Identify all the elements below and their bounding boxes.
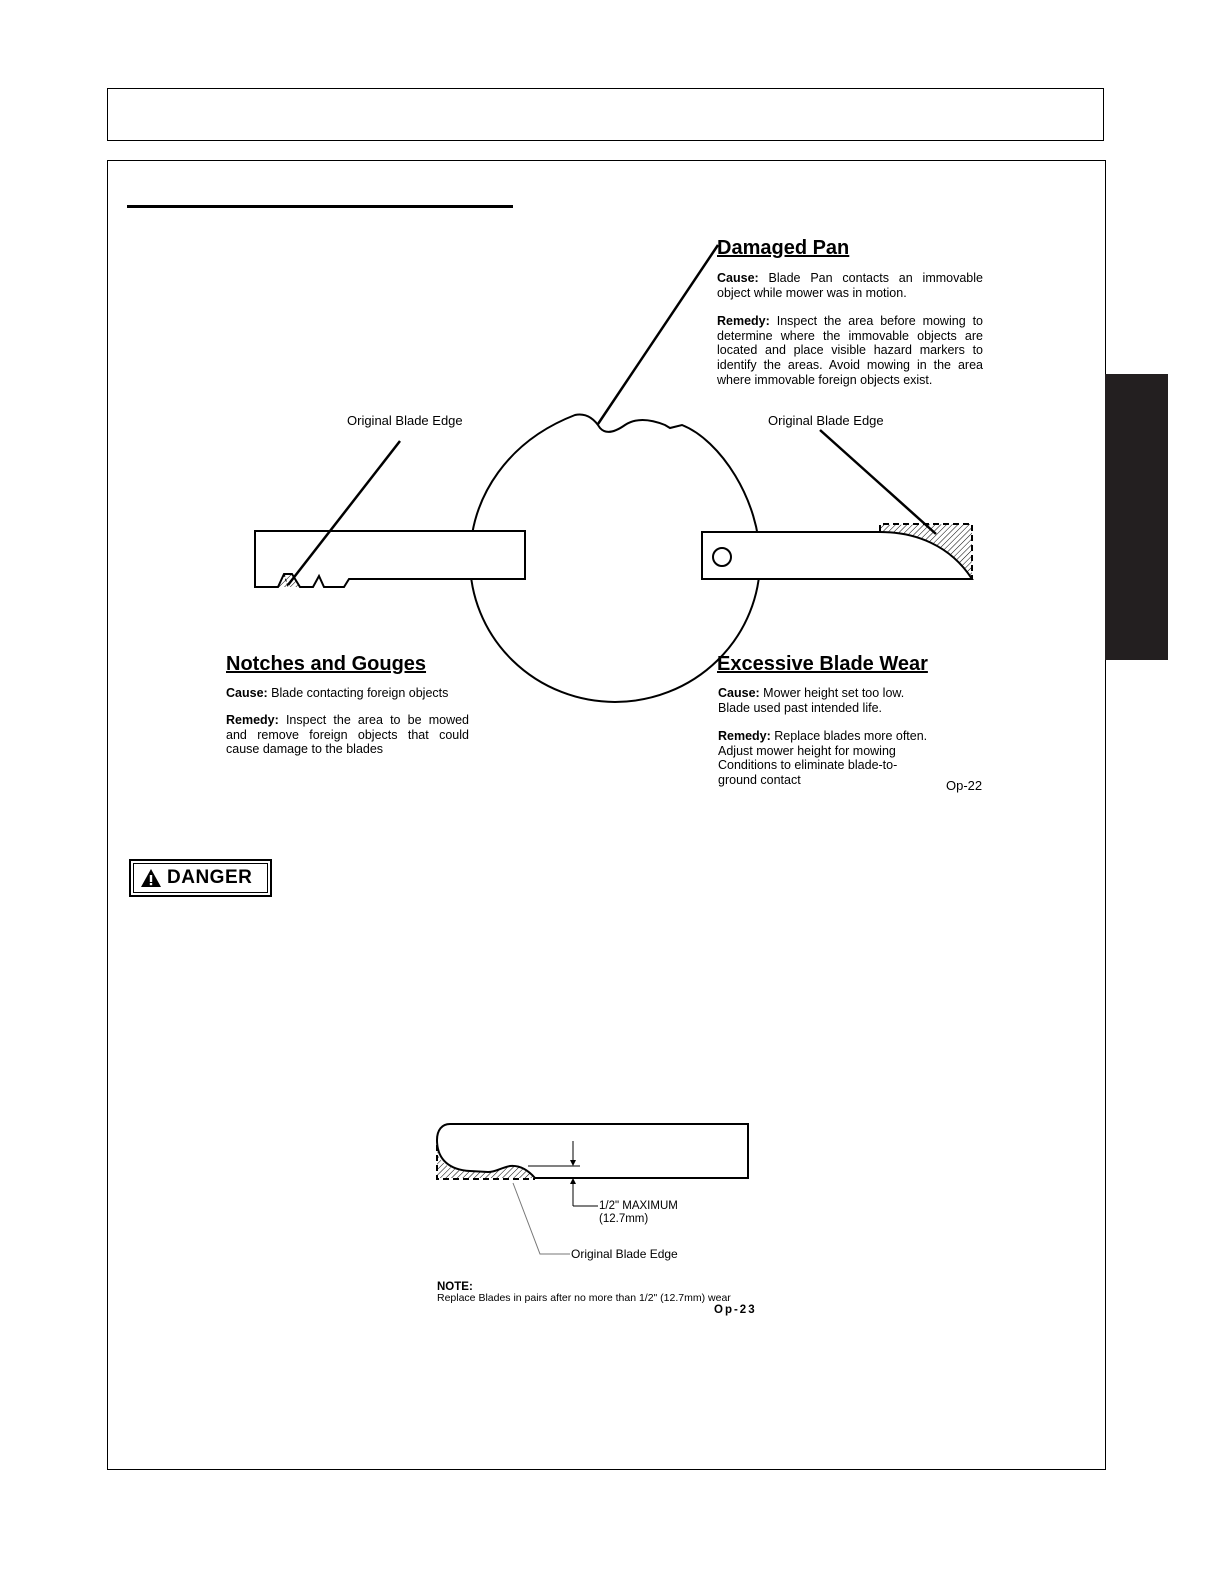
remedy-text: Inspect the area before mowing to determine where the immovable objects are located and place visible hazard markers to identify the areas. Avoid mowing in the area where immovable foreign objects exist. — [717, 314, 983, 387]
cause-text: Blade contacting foreign objects — [271, 686, 449, 700]
blade-bolt-hole — [713, 548, 731, 566]
damaged-pan-cause — [717, 271, 983, 300]
remedy-line-1: Replace blades more often. — [774, 729, 928, 743]
danger-label — [129, 859, 272, 897]
figure-ref-op22: Op-22 — [946, 778, 983, 793]
original-blade-edge-label-fig2: Original Blade Edge — [571, 1247, 678, 1261]
cause-label: Cause: — [718, 686, 760, 700]
left-blade — [255, 531, 525, 587]
damaged-pan-remedy — [717, 314, 983, 388]
wear-heading: Excessive Blade Wear — [717, 653, 928, 675]
remedy-line-4: ground contact — [718, 773, 801, 788]
notches-cause — [226, 686, 476, 701]
remedy-label: Remedy: — [226, 713, 279, 727]
wear-cause — [718, 686, 958, 715]
note-text: Replace Blades in pairs after no more than 1/2" (12.7mm) wear — [437, 1292, 731, 1304]
original-edge-leader-fig2 — [513, 1183, 570, 1254]
worn-blade-outline — [437, 1124, 748, 1178]
wear-remedy — [718, 729, 958, 788]
cause-label: Cause: — [717, 271, 759, 285]
remedy-text: Inspect the area to be mowed and remove foreign objects that could cause damage to the blades — [226, 713, 469, 757]
right-edge-leader — [820, 430, 936, 534]
max-wear-dimension — [599, 1200, 678, 1226]
cause-line-2: Blade used past intended life. — [718, 700, 883, 715]
max-wear-line-2: (12.7mm) — [599, 1213, 649, 1225]
cause-text: Blade Pan contacts an immovable object while mower was in motion. — [717, 271, 983, 300]
remedy-line-2: Adjust mower height for mowing — [718, 743, 896, 758]
notches-heading: Notches and Gouges — [226, 653, 427, 675]
notches-remedy — [226, 713, 469, 757]
max-wear-line-1: 1/2" MAXIMUM — [599, 1200, 678, 1212]
danger-label-inner — [133, 863, 268, 893]
damaged-pan-heading: Damaged Pan — [717, 237, 850, 259]
original-blade-edge-label-right: Original Blade Edge — [768, 413, 884, 428]
remedy-line-3: Conditions to eliminate blade-to- — [718, 758, 898, 773]
danger-text: DANGER — [167, 867, 253, 888]
figure-ref-op23: Op-23 — [714, 1304, 757, 1316]
warning-triangle-icon — [140, 868, 162, 888]
cause-label: Cause: — [226, 686, 268, 700]
cause-line-1: Mower height set too low. — [763, 686, 905, 700]
note-label: NOTE: — [437, 1281, 473, 1293]
remedy-label: Remedy: — [717, 314, 770, 328]
damaged-pan-leader — [598, 245, 718, 424]
remedy-label: Remedy: — [718, 729, 771, 743]
original-blade-edge-label-left: Original Blade Edge — [347, 413, 463, 428]
